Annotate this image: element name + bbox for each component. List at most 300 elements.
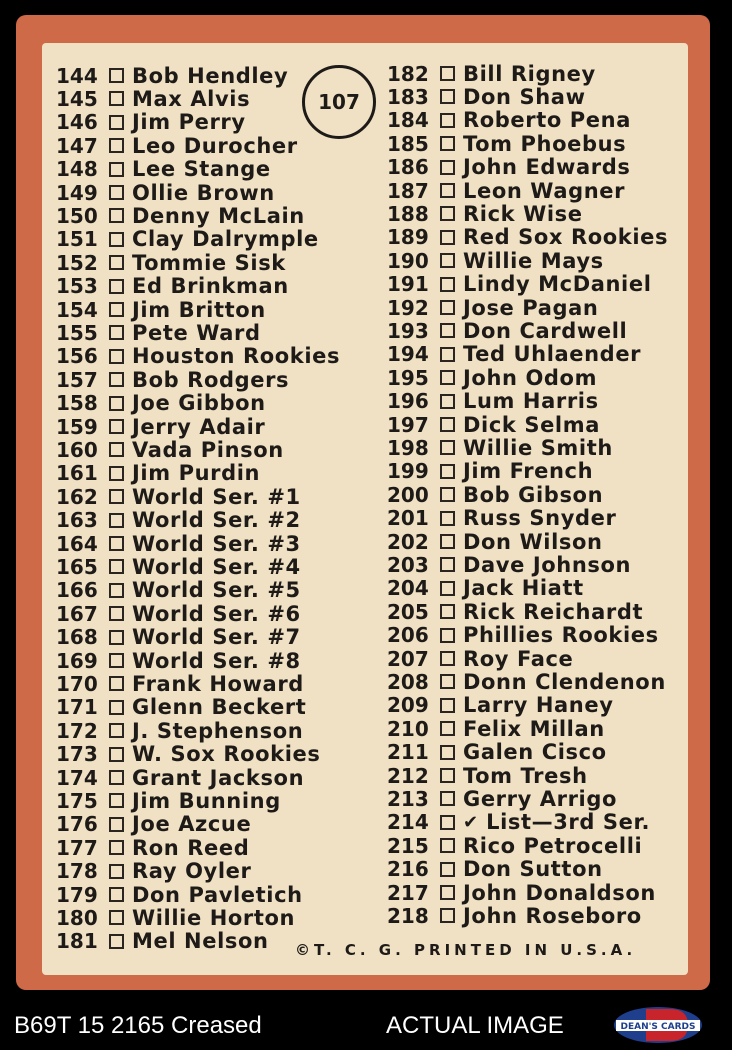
checklist-row [56,579,301,602]
card-number-label: 182 [387,61,429,86]
checklist-row [387,694,614,717]
player-name: Donn Clendenon [463,669,666,694]
player-name: John Donaldson [463,880,656,905]
checkbox[interactable] [109,372,124,387]
card-number-label: 180 [56,905,98,930]
checkbox[interactable] [440,206,455,221]
player-name: Felix Millan [463,716,605,741]
card-number-label: 199 [387,459,429,484]
card-number-label: 174 [56,765,98,790]
checkbox[interactable] [440,323,455,338]
card-number-label: 184 [387,108,429,133]
checkbox[interactable] [440,885,455,900]
card-number-label: 162 [56,484,98,509]
card-number-label: 178 [56,859,98,884]
checklist-row [387,109,631,132]
player-name: Ron Reed [132,835,250,860]
player-name: Willie Horton [132,905,296,930]
player-name: Mel Nelson [132,929,269,954]
player-name: W. Sox Rookies [132,742,321,767]
card-number-label: 175 [56,788,98,813]
listing-description: B69T 15 2165 Creased [14,1012,262,1039]
card-number-label: 165 [56,554,98,579]
checkbox[interactable] [109,817,124,832]
player-name: Bill Rigney [463,61,596,86]
checklist-row [56,696,306,719]
checklist-row [56,415,265,438]
player-name: Leo Durocher [132,133,298,158]
card-number-label: 172 [56,718,98,743]
player-name: Lum Harris [463,389,599,414]
checklist-row [387,413,600,436]
checkbox[interactable] [109,840,124,855]
checkbox[interactable] [440,581,455,596]
player-name: John Roseboro [463,903,642,928]
checkbox[interactable] [109,653,124,668]
card-number-label: 206 [387,623,429,648]
checkbox[interactable] [109,466,124,481]
checkbox[interactable] [109,747,124,762]
player-name: World Ser. #1 [132,484,301,509]
checkbox[interactable] [109,115,124,130]
checklist-row [56,532,301,555]
player-name: Bob Hendley [132,63,289,88]
player-name: World Ser. #7 [132,625,301,650]
card-number-label: 170 [56,671,98,696]
copyright-line: ©T. C. G. PRINTED IN U.S.A. [295,941,637,959]
card-number-label: 160 [56,437,98,462]
player-name: Roberto Pena [463,108,631,133]
checkbox[interactable] [109,536,124,551]
checkbox[interactable] [440,464,455,479]
card-number-label: 200 [387,482,429,507]
card-number-label: 155 [56,320,98,345]
player-name: Red Sox Rookies [463,225,669,250]
checklist-row [387,132,626,155]
checklist-row [56,883,303,906]
card-number-label: 171 [56,695,98,720]
player-name: Bob Rodgers [132,367,290,392]
card-number-badge [302,65,376,139]
card-number-label: 189 [387,225,429,250]
svg-text:DEAN'S CARDS: DEAN'S CARDS [620,1022,696,1032]
player-name: Roy Face [463,646,574,671]
checklist-row [387,85,586,108]
player-name: Jim French [463,459,594,484]
card-number-label: 195 [387,365,429,390]
checklist-row [56,368,289,391]
checklist-row [56,930,269,953]
checkbox[interactable] [440,417,455,432]
checklist-row [56,181,275,204]
checklist-row [387,764,588,787]
checklist-row [56,743,320,766]
checkbox[interactable] [440,604,455,619]
card-number-label: 148 [56,157,98,182]
checklist-row [56,789,281,812]
checkbox[interactable] [440,113,455,128]
checkbox[interactable] [109,162,124,177]
checklist-row [56,860,251,883]
checklist-row [56,836,249,859]
checkbox[interactable] [109,208,124,223]
player-name: Houston Rookies [132,344,341,369]
player-name: Jose Pagan [463,295,599,320]
checkbox[interactable] [109,513,124,528]
checkbox[interactable] [109,864,124,879]
player-name: Willie Smith [463,435,613,460]
checkbox[interactable] [109,887,124,902]
checkbox[interactable] [109,910,124,925]
player-name: Tom Phoebus [463,131,627,156]
checklist-row [387,249,604,272]
checklist-row [387,834,642,857]
card-number-label: 217 [387,880,429,905]
checklist-row [56,134,298,157]
checklist-row [387,530,603,553]
player-name: Don Cardwell [463,318,628,343]
player-name: Leon Wagner [463,178,626,203]
checklist-row [56,64,288,87]
player-name: J. Stephenson [132,718,304,743]
checkbox[interactable] [109,676,124,691]
card-number-label: 146 [56,110,98,135]
checkbox[interactable] [440,628,455,643]
checkbox[interactable] [440,768,455,783]
checklist-row [387,202,583,225]
player-name: Rick Wise [463,201,583,226]
card-number-label: 185 [387,131,429,156]
player-name: Galen Cisco [463,740,607,765]
checkbox[interactable] [440,511,455,526]
player-name: World Ser. #4 [132,554,301,579]
card-number-label: 193 [387,318,429,343]
card-number-label: 183 [387,84,429,109]
player-name: Jim Bunning [132,788,281,813]
checkbox[interactable] [440,908,455,923]
checkbox[interactable] [440,183,455,198]
checklist-row [387,507,616,530]
checkbox[interactable] [440,440,455,455]
checklist-row [387,483,603,506]
card-number-label: 204 [387,576,429,601]
checklist-row [387,366,597,389]
card-number-label: 158 [56,391,98,416]
card-number-label: 147 [56,133,98,158]
card-number-label: 163 [56,508,98,533]
player-name: Tom Tresh [463,763,588,788]
player-name: Ed Brinkman [132,274,289,299]
player-name: Jim Purdin [132,461,261,486]
player-name: John Odom [463,365,598,390]
checklist-row [387,156,631,179]
checklist-row [387,717,605,740]
checklist-row [56,111,246,134]
player-name: Bob Gibson [463,482,604,507]
card-number-label: 164 [56,531,98,556]
checkbox[interactable] [109,606,124,621]
checklist-row [387,787,617,810]
checkbox[interactable] [440,277,455,292]
checklist-row [387,577,584,600]
player-name: Max Alvis [132,86,251,111]
player-name: Rico Petrocelli [463,833,643,858]
card-number-label: 201 [387,506,429,531]
checklist-row [387,436,613,459]
player-name: Tommie Sisk [132,250,286,275]
player-name: Dick Selma [463,412,600,437]
checkbox[interactable] [109,138,124,153]
card-number-label: 154 [56,297,98,322]
player-name: World Ser. #6 [132,601,301,626]
player-name: Don Shaw [463,84,586,109]
player-name: Jerry Adair [132,414,266,439]
card-number-label: 188 [387,201,429,226]
player-name: Larry Haney [463,693,614,718]
checkbox[interactable] [440,89,455,104]
card-number-label: 203 [387,552,429,577]
card-number-label: 168 [56,625,98,650]
card-number-label: 190 [387,248,429,273]
card-number-label: 205 [387,599,429,624]
checklist-row [387,904,642,927]
card-number-label: 216 [387,857,429,882]
card-number-label: 176 [56,812,98,837]
card-number-label: 214 [387,810,429,835]
player-name: Ollie Brown [132,180,275,205]
checklist-row [56,766,304,789]
card-number-label: 215 [387,833,429,858]
checklist-row [56,719,303,742]
checklist-row [56,275,289,298]
checkbox[interactable] [109,630,124,645]
card-number-label: 153 [56,274,98,299]
checklist-row [56,626,301,649]
checklist-row [387,390,599,413]
checkbox[interactable] [440,862,455,877]
checklist-row [56,649,301,672]
card-number-label: 192 [387,295,429,320]
checklist-row [56,298,266,321]
card-number-label: 169 [56,648,98,673]
checkbox[interactable] [109,770,124,785]
card-number-label: 156 [56,344,98,369]
player-name: World Ser. #5 [132,578,301,603]
player-name: World Ser. #2 [132,508,301,533]
player-name: Don Wilson [463,529,603,554]
checkbox[interactable] [440,698,455,713]
player-name: Dave Johnson [463,552,632,577]
card-number-label: 213 [387,786,429,811]
checkbox[interactable] [109,442,124,457]
deans-cards-logo [612,1005,704,1045]
checkbox[interactable] [440,370,455,385]
card-number-label: 144 [56,63,98,88]
checkbox[interactable] [440,651,455,666]
checkbox[interactable] [440,815,455,830]
card-number-label: 151 [56,227,98,252]
player-name: World Ser. #3 [132,531,301,556]
checklist-row [56,158,271,181]
checklist-row [387,62,596,85]
card-number-label: 209 [387,693,429,718]
checklist-row [56,672,304,695]
checklist-row [56,813,251,836]
actual-image-label: ACTUAL IMAGE [386,1012,564,1039]
card-number-label: 157 [56,367,98,392]
player-name: Lindy McDaniel [463,272,652,297]
checkbox[interactable] [440,838,455,853]
player-name: Gerry Arrigo [463,786,618,811]
checkbox[interactable] [109,68,124,83]
checkbox[interactable] [440,66,455,81]
checkbox[interactable] [440,136,455,151]
player-name: Pete Ward [132,320,261,345]
checklist-row [56,485,301,508]
checkbox[interactable] [440,534,455,549]
card-number-label: 186 [387,155,429,180]
player-name: Rick Reichardt [463,599,644,624]
card-number-label: 159 [56,414,98,439]
checkbox[interactable] [440,721,455,736]
card-number-label: 218 [387,903,429,928]
card-number-label: 210 [387,716,429,741]
player-name: List—3rd Ser. [486,810,651,835]
checklist-row [387,343,641,366]
card-number-label: 179 [56,882,98,907]
checkbox[interactable] [440,160,455,175]
checkbox[interactable] [109,349,124,364]
checklist-row [387,460,593,483]
checklist-row [56,321,261,344]
checkbox[interactable] [440,253,455,268]
checklist-row [56,906,295,929]
checkbox[interactable] [109,583,124,598]
checklist-row [56,251,286,274]
checkbox[interactable] [440,300,455,315]
checkbox[interactable] [440,674,455,689]
checkbox[interactable] [109,419,124,434]
checkbox[interactable] [109,255,124,270]
checkbox[interactable] [109,559,124,574]
card-number-label: 208 [387,669,429,694]
checkbox[interactable] [440,347,455,362]
player-name: Willie Mays [463,248,604,273]
checkbox[interactable] [109,934,124,949]
checklist-row [387,881,656,904]
player-name: Joe Gibbon [132,391,266,416]
checklist-row [387,811,650,834]
player-name: John Edwards [463,155,631,180]
checkbox[interactable] [109,91,124,106]
player-name: Frank Howard [132,671,304,696]
player-name: Vada Pinson [132,437,284,462]
card-number-label: 187 [387,178,429,203]
player-name: Jack Hiatt [463,576,584,601]
player-name: Don Pavletich [132,882,303,907]
card-number-label: 207 [387,646,429,671]
player-name: Glenn Beckert [132,695,307,720]
card-number-label: 211 [387,740,429,765]
card-number-label: 149 [56,180,98,205]
checklist-row [56,509,301,532]
player-name: Ray Oyler [132,859,252,884]
player-name: Lee Stange [132,157,271,182]
checkbox[interactable] [109,700,124,715]
checklist-row [387,741,607,764]
player-name: Denny McLain [132,203,305,228]
player-name: Clay Dalrymple [132,227,319,252]
checklist-row [387,647,573,670]
checklist-row [387,273,652,296]
checkbox[interactable] [440,557,455,572]
checklist-row [56,438,284,461]
player-name: Jim Britton [132,297,266,322]
checklist-row [387,319,627,342]
checkbox[interactable] [109,489,124,504]
checklist-row [56,87,250,110]
checkmark-icon: ✔ [463,811,479,833]
checkbox[interactable] [440,230,455,245]
checkbox[interactable] [109,396,124,411]
checkbox[interactable] [109,279,124,294]
checklist-row [56,555,301,578]
card-number-label: 181 [56,929,98,954]
card-number-label: 167 [56,601,98,626]
checkbox[interactable] [109,325,124,340]
checklist-row [56,228,319,251]
checklist-row [387,179,625,202]
card-number-label: 197 [387,412,429,437]
card-number-label: 152 [56,250,98,275]
card-number-label: 173 [56,742,98,767]
card-number-label: 194 [387,342,429,367]
checkbox[interactable] [440,745,455,760]
card-number-label: 191 [387,272,429,297]
checklist-row [56,345,340,368]
player-name: Grant Jackson [132,765,305,790]
checkbox[interactable] [109,232,124,247]
checklist-row [387,226,668,249]
checkbox[interactable] [109,723,124,738]
card-number-label: 166 [56,578,98,603]
checklist-row [387,553,631,576]
checkbox[interactable] [109,185,124,200]
card-number-label: 202 [387,529,429,554]
card-number-label: 198 [387,435,429,460]
checkbox[interactable] [440,791,455,806]
card-number-label: 212 [387,763,429,788]
checkbox[interactable] [440,394,455,409]
checklist-row [387,858,603,881]
player-name: Joe Azcue [132,812,252,837]
checklist-row [387,670,666,693]
player-name: Russ Snyder [463,506,617,531]
checklist-row [387,296,598,319]
checkbox[interactable] [109,302,124,317]
card-number-label: 145 [56,86,98,111]
checkbox[interactable] [440,487,455,502]
player-name: World Ser. #8 [132,648,301,673]
checklist-row [387,600,643,623]
card-number-label: 161 [56,461,98,486]
player-name: Phillies Rookies [463,623,659,648]
checklist-row [56,602,301,625]
player-name: Ted Uhlaender [463,342,642,367]
card-number-label: 196 [387,389,429,414]
card-number-label: 177 [56,835,98,860]
checkbox[interactable] [109,793,124,808]
